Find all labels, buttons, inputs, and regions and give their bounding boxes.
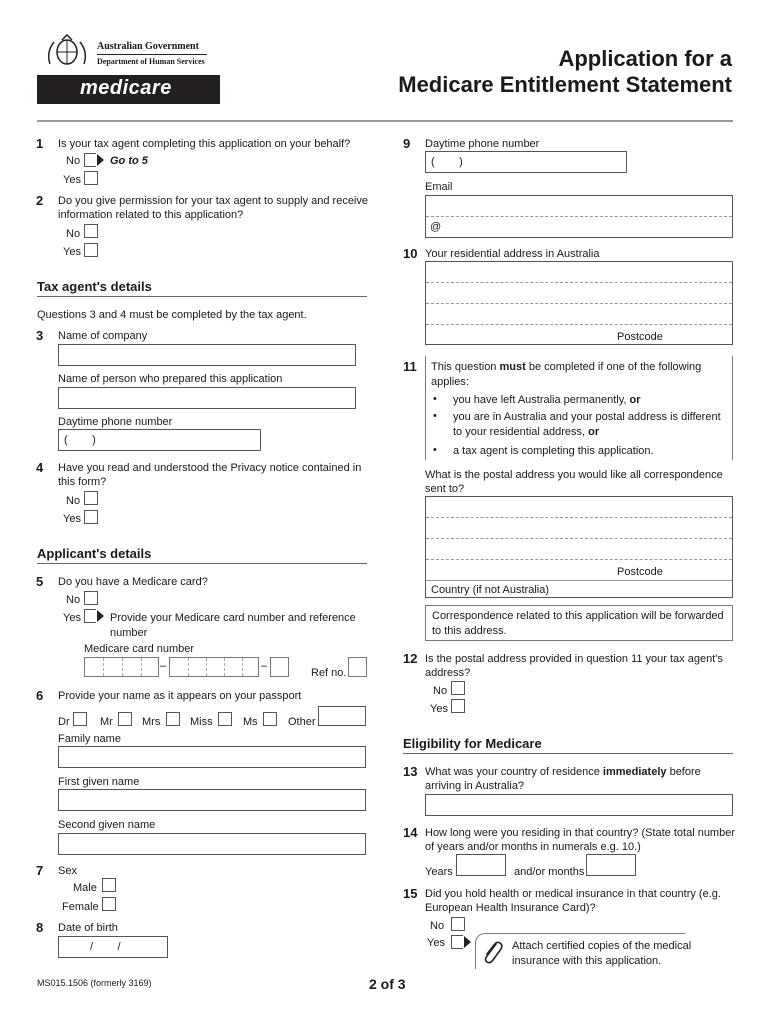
q11-b1b: or <box>629 394 641 406</box>
q7-text: Sex <box>58 865 77 877</box>
q7-male-label: Male <box>73 882 97 894</box>
q6-number: 6 <box>36 688 44 703</box>
title-other-label: Other <box>288 716 316 728</box>
q4-yes-checkbox[interactable] <box>84 510 98 524</box>
family-name-label: Family name <box>58 733 121 745</box>
q4-text1: Have you read and understood the Privacy notice contained in <box>58 462 362 474</box>
q12-text2: address? <box>425 667 471 679</box>
attach-line2: insurance with this application. <box>512 955 662 967</box>
q11-b1a: you have left Australia permanently, <box>453 394 630 406</box>
q2-yes-checkbox[interactable] <box>84 243 98 257</box>
q11-ask1: What is the postal address you would like all correspondence <box>425 469 723 481</box>
medicare-card-number-group3[interactable] <box>270 657 289 677</box>
title-mrs-label: Mrs <box>142 716 161 728</box>
postal-country-label: Country (if not Australia) <box>431 584 549 596</box>
q5-number: 5 <box>36 574 44 589</box>
q1-no-checkbox[interactable] <box>84 153 96 167</box>
q5-no-checkbox[interactable] <box>84 591 98 605</box>
postal-line2 <box>426 538 732 539</box>
title-mr-checkbox[interactable] <box>118 712 132 726</box>
q9-number: 9 <box>403 136 411 151</box>
title-mr-label: Mr <box>100 716 113 728</box>
q10-number: 10 <box>403 246 418 261</box>
postal-postcode-label: Postcode <box>617 566 663 578</box>
title-miss-label: Miss <box>190 716 213 728</box>
card-dash1: – <box>160 660 167 672</box>
medicare-card-number-group1[interactable] <box>84 657 159 677</box>
first-name-label: First given name <box>58 776 140 788</box>
q9-text: Daytime phone number <box>425 138 540 150</box>
q5-card-label: Medicare card number <box>84 643 195 655</box>
q5-yes-checkbox[interactable] <box>84 609 96 623</box>
q5-provide1: Provide your Medicare card number and reference <box>110 612 356 624</box>
q13-text2: arriving in Australia? <box>425 780 525 792</box>
gov-divider <box>97 54 207 55</box>
applicant-phone-value: ( ) <box>431 156 463 168</box>
male-checkbox[interactable] <box>102 878 116 892</box>
q12-number: 12 <box>403 651 418 666</box>
medicare-brand: medicare <box>80 77 172 99</box>
postal-address-field[interactable] <box>425 496 733 598</box>
correspondence-note <box>425 605 733 641</box>
years-label: Years <box>425 866 453 878</box>
title-dr-label: Dr <box>58 716 70 728</box>
q14-text2: of years and/or months in numerals e.g. 10.) <box>425 841 641 853</box>
tax-agent-rule <box>37 296 367 297</box>
postal-line1 <box>426 517 732 518</box>
female-checkbox[interactable] <box>102 897 116 911</box>
q15-yes-label: Yes <box>427 937 445 949</box>
australian-crest-icon <box>42 34 92 70</box>
q10-text: Your residential address in Australia <box>425 248 600 260</box>
bullet-2: • <box>433 410 437 422</box>
postal-country-divider <box>426 580 732 581</box>
applicant-rule <box>37 563 367 564</box>
eligibility-heading: Eligibility for Medicare <box>403 736 542 751</box>
paperclip-icon <box>481 938 503 964</box>
q2-no-checkbox[interactable] <box>84 224 98 238</box>
q13-text1a: What was your country of residence <box>425 766 603 778</box>
second-name-label: Second given name <box>58 819 156 831</box>
q14-number: 14 <box>403 825 418 840</box>
q8-number: 8 <box>36 920 44 935</box>
q11-b3: a tax agent is completing this application. <box>453 445 654 457</box>
title-mrs-checkbox[interactable] <box>166 712 180 726</box>
q11-intro-d: applies: <box>431 376 469 388</box>
q4-text2: this form? <box>58 476 107 488</box>
q11-intro <box>431 361 701 373</box>
q5-provide2: number <box>110 627 148 639</box>
months-field[interactable] <box>586 854 636 876</box>
q6-text: Provide your name as it appears on your passport <box>58 690 302 702</box>
q1-text: Is your tax agent completing this application on your behalf? <box>58 138 351 150</box>
preparer-name-field[interactable] <box>58 387 356 409</box>
q15-no-checkbox[interactable] <box>451 917 465 931</box>
q11-b2b: to your residential address, <box>453 426 589 438</box>
q1-no-label: No <box>66 155 81 167</box>
q15-text2: European Health Insurance Card)? <box>425 902 596 914</box>
q3-person-label: Name of person who prepared this application <box>58 373 283 385</box>
q15-yes-checkbox[interactable] <box>451 935 463 949</box>
years-field[interactable] <box>456 854 506 876</box>
gov-line2: Department of Human Services <box>97 57 205 66</box>
q1-yes-label: Yes <box>63 174 81 186</box>
q3-company-label: Name of company <box>58 330 148 342</box>
months-label: and/or months <box>514 866 585 878</box>
q3-phone-label: Daytime phone number <box>58 416 173 428</box>
page-title-line1: Application for a <box>558 46 732 71</box>
q1-number: 1 <box>36 136 44 151</box>
q13-text1c: before <box>666 766 701 778</box>
q11-bullet2b <box>453 426 599 438</box>
q12-no-checkbox[interactable] <box>451 681 465 695</box>
q8-text: Date of birth <box>58 922 118 934</box>
q12-no-label: No <box>433 685 448 697</box>
q15-text1: Did you hold health or medical insurance in that country (e.g. <box>425 888 721 900</box>
correspondence-note-line2: to this address. <box>432 625 507 637</box>
q7-female-label: Female <box>62 901 99 913</box>
residential-line2 <box>426 303 732 304</box>
residential-line1 <box>426 282 732 283</box>
gov-line1: Australian Government <box>97 41 199 52</box>
q11-intro-c: be completed if one of the following <box>525 361 702 373</box>
q4-no-checkbox[interactable] <box>84 491 98 505</box>
q5-text: Do you have a Medicare card? <box>58 576 208 588</box>
tax-agent-heading: Tax agent's details <box>37 279 152 294</box>
title-miss-checkbox[interactable] <box>218 712 232 726</box>
applicant-heading: Applicant's details <box>37 546 152 561</box>
residential-line3 <box>426 324 732 325</box>
arrow-right-icon <box>464 936 471 948</box>
bullet-1: • <box>433 393 437 405</box>
q13-text1 <box>425 766 701 778</box>
title-ms-label: Ms <box>243 716 258 728</box>
email-at: @ <box>430 221 442 233</box>
q5-ref-label: Ref no. <box>311 667 347 679</box>
q11-number: 11 <box>403 359 417 374</box>
q13-text1b: immediately <box>602 766 667 778</box>
header-rule <box>37 120 733 122</box>
card-dash2: – <box>261 660 268 672</box>
q4-yes-label: Yes <box>63 513 81 525</box>
arrow-right-icon <box>97 610 104 622</box>
residential-postcode-label: Postcode <box>617 331 663 343</box>
q7-number: 7 <box>36 863 44 878</box>
q1-goto: Go to 5 <box>110 155 148 167</box>
q11-b2c: or <box>588 426 600 438</box>
email-label: Email <box>425 181 453 193</box>
q5-no-label: No <box>66 594 81 606</box>
q2-text2: information related to this application? <box>58 209 244 221</box>
q15-number: 15 <box>403 886 418 901</box>
q12-yes-checkbox[interactable] <box>451 699 465 713</box>
title-other-field[interactable] <box>318 706 366 726</box>
attach-line1: Attach certified copies of the medical <box>512 940 692 952</box>
q15-no-label: No <box>430 920 445 932</box>
q2-text1: Do you give permission for your tax agent to supply and receive <box>58 195 368 207</box>
q4-number: 4 <box>36 460 44 475</box>
email-divider <box>426 216 732 217</box>
q2-no-label: No <box>66 228 81 240</box>
q4-no-label: No <box>66 495 81 507</box>
q2-yes-label: Yes <box>63 246 81 258</box>
family-name-field[interactable] <box>58 746 366 768</box>
q11-intro-b: must <box>499 361 526 373</box>
q11-intro-a: This question <box>431 361 500 373</box>
bullet-3: • <box>433 444 437 456</box>
medicare-card-number-group2[interactable] <box>169 657 259 677</box>
title-dr-checkbox[interactable] <box>73 712 87 726</box>
q3-number: 3 <box>36 328 44 343</box>
postal-line3 <box>426 559 732 560</box>
tax-agent-intro: Questions 3 and 4 must be completed by the tax agent. <box>37 309 307 321</box>
q12-text1: Is the postal address provided in question 11 your tax agent's <box>425 653 723 665</box>
page-title-line2: Medicare Entitlement Statement <box>398 72 732 97</box>
q11-b2a: you are in Australia and your postal address is different <box>453 411 721 423</box>
first-name-field[interactable] <box>58 789 366 811</box>
eligibility-rule <box>403 753 733 754</box>
title-ms-checkbox[interactable] <box>263 712 277 726</box>
q11-ask2: sent to? <box>425 483 465 495</box>
q14-text1: How long were you residing in that country? (State total number <box>425 827 735 839</box>
q12-yes-label: Yes <box>430 703 448 715</box>
q2-number: 2 <box>36 193 44 208</box>
second-name-field[interactable] <box>58 833 366 855</box>
arrow-right-icon <box>97 154 104 166</box>
q1-yes-checkbox[interactable] <box>84 171 98 185</box>
country-of-residence-field[interactable] <box>425 794 733 816</box>
q13-number: 13 <box>403 764 418 779</box>
company-name-field[interactable] <box>58 344 356 366</box>
correspondence-note-line1: Correspondence related to this application will be forwarded <box>432 610 724 622</box>
q11-bullet1 <box>453 394 641 406</box>
page-number: 2 of 3 <box>369 976 406 992</box>
agent-phone-value: ( ) <box>64 434 96 446</box>
medicare-ref-number[interactable] <box>348 657 367 677</box>
q5-yes-label: Yes <box>63 612 81 624</box>
form-code: MS015.1506 (formerly 3169) <box>37 978 152 988</box>
date-of-birth-value: / / <box>90 941 121 953</box>
